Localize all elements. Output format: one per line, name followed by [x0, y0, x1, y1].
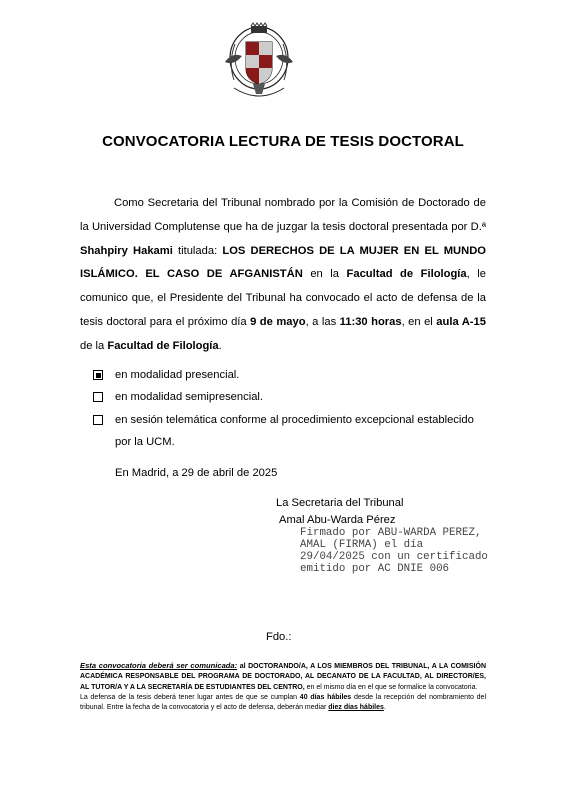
footer-emphasis: Esta convocatoria deberá ser comunicada: — [80, 661, 238, 670]
option-label: en modalidad semipresencial. — [115, 391, 264, 403]
faculty-name: Facultad de Filología — [346, 268, 467, 281]
checkbox-presencial[interactable] — [93, 370, 103, 380]
body-text-7: de la — [80, 339, 108, 352]
body-text-8: . — [218, 339, 222, 352]
fdo-label: Fdo.: — [266, 631, 292, 643]
faculty-name-2: Facultad de Filología — [107, 339, 219, 352]
body-text-4: , le comunico que, el Presidente del Tribunal ha convocado el acto de defensa de la tesis doctoral para el próximo día — [80, 268, 486, 328]
footer-text-3: desde la recepción del nombramiento del tribunal. Entre la fecha de la convocatoria y el acto de defensa, deberán mediar — [80, 693, 486, 712]
footer-deadline: 40 días hábiles — [299, 693, 352, 701]
footer-text-4: . — [383, 704, 386, 712]
candidate-name: Shahpiry Hakami — [80, 244, 173, 257]
defense-day: 9 de mayo — [250, 315, 306, 328]
option-label-cont: por la UCM. — [115, 436, 175, 448]
defense-time: 11:30 horas — [339, 315, 402, 328]
convocation-paragraph — [80, 192, 486, 359]
signer-role: La Secretaria del Tribunal — [276, 497, 404, 509]
signer-name: Amal Abu-Warda Pérez — [279, 514, 396, 526]
option-label: en modalidad presencial. — [115, 369, 240, 381]
thesis-title: LOS DERECHOS DE LA MUJER EN EL MUNDO ISLÁMICO. EL CASO DE AFGANISTÁN — [80, 244, 486, 281]
footer-recipients: al DOCTORANDO/A, A LOS MIEMBROS DEL TRIBUNAL, A LA COMISIÓN ACADÉMICA RESPONSABLE DEL PROGRAMA DE DOCTORADO, AL DECANATO DE LA FACULTAD, AL DIRECTOR/ES, AL TUTOR/A Y A LA SECRETARÍA DE ESTUDIANTES DEL CENTRO, — [80, 663, 486, 691]
date-line: En Madrid, a 29 de abril de 2025 — [115, 467, 278, 479]
body-text-6: , en el — [401, 315, 437, 328]
defense-room: aula A-15 — [436, 315, 486, 328]
body-text-1: Como Secretaria del Tribunal nombrado por la Comisión de Doctorado de la Universidad Complutense que ha de juzgar la tesis doctoral presentada por D.ª — [80, 197, 486, 233]
footer-notice — [80, 661, 486, 713]
body-text-3: en la — [302, 268, 347, 281]
footer-text-2: La defensa de la tesis deberá tener lugar antes de que se cumplan — [80, 693, 300, 701]
checkbox-telematica[interactable] — [93, 415, 103, 425]
checkbox-semipresencial[interactable] — [93, 392, 103, 402]
footer-min-days: diez días hábiles — [328, 704, 384, 712]
option-label: en sesión telemática conforme al procedimiento excepcional establecido — [115, 414, 474, 426]
digital-signature-stamp: Firmado por ABU-WARDA PEREZ, AMAL (FIRMA) el día 29/04/2025 con un certificado emitido por AC DNIE 006 — [300, 527, 488, 575]
university-seal — [222, 22, 296, 104]
footer-text-1: en el mismo día en el que se formalice la convocatoria. — [304, 683, 478, 691]
body-text-5: , a las — [305, 315, 340, 328]
document-title: CONVOCATORIA LECTURA DE TESIS DOCTORAL — [102, 133, 464, 150]
body-text-2: titulada: — [172, 244, 223, 257]
